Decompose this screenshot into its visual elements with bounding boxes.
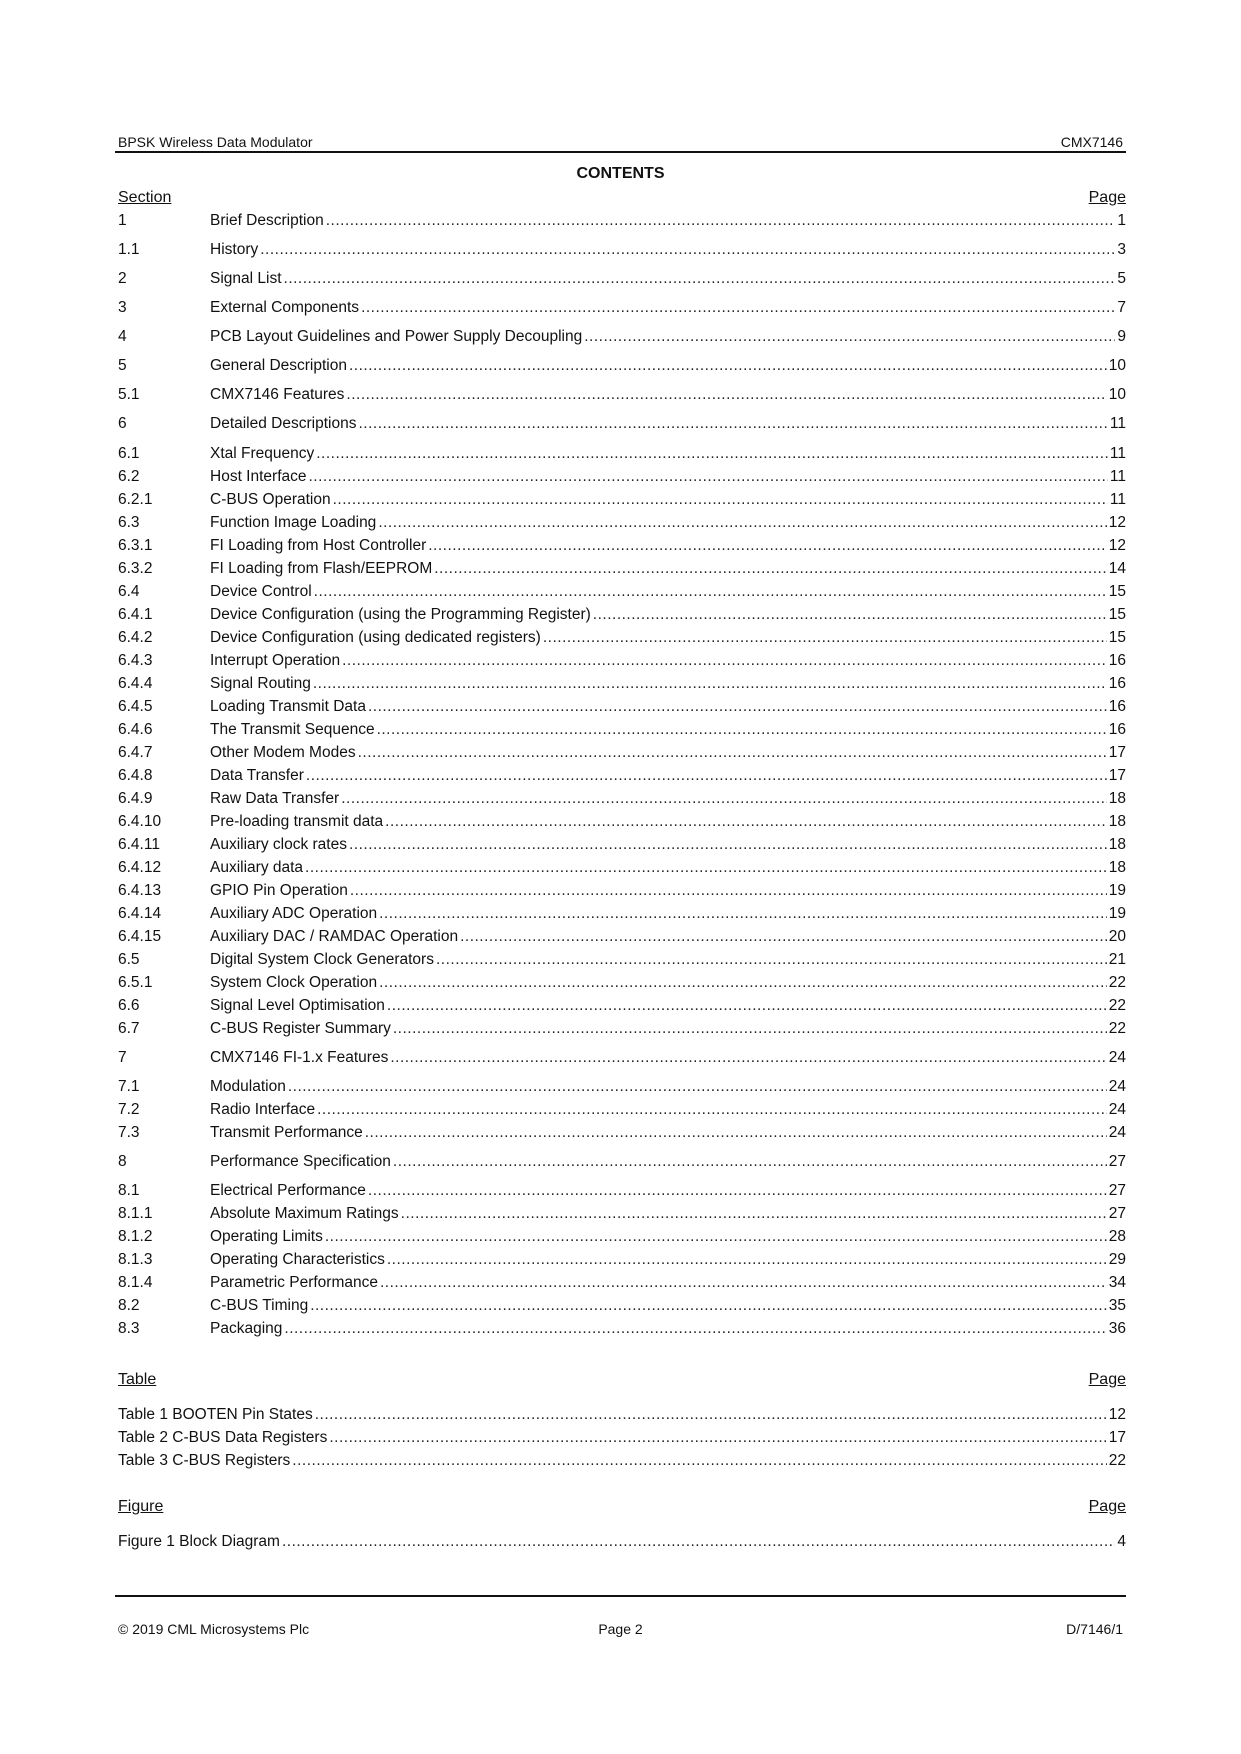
- toc-entry-title: Transmit Performance: [210, 1124, 363, 1141]
- toc-entry-page: 35: [1108, 1297, 1126, 1314]
- toc-entry[interactable]: [118, 386, 1126, 408]
- toc-dot-leader: [260, 241, 1115, 259]
- toc-entry[interactable]: [118, 974, 1126, 996]
- page-footer: [118, 1621, 1123, 1637]
- toc-entry[interactable]: [118, 514, 1126, 536]
- toc-entry[interactable]: [118, 721, 1126, 743]
- toc-entry-number: 6.4.3: [118, 652, 153, 669]
- toc-entry-page: 22: [1108, 1020, 1126, 1037]
- contents-title: CONTENTS: [576, 165, 665, 182]
- toc-entry-page: 16: [1108, 698, 1126, 715]
- toc-dot-leader: [316, 445, 1108, 463]
- toc-dot-leader: [377, 721, 1107, 739]
- toc-entry-page: 15: [1108, 629, 1126, 646]
- figure-page-column-label: Page: [1088, 1498, 1126, 1515]
- toc-entry[interactable]: [118, 357, 1126, 379]
- toc-entry-number: 6.2: [118, 468, 140, 485]
- toc-dot-leader: [305, 859, 1107, 877]
- toc-dot-leader: [349, 836, 1107, 854]
- toc-dot-leader: [434, 560, 1107, 578]
- toc-entry[interactable]: [118, 1124, 1126, 1146]
- toc-entry-number: 6.4: [118, 583, 140, 600]
- toc-entry-page: 10: [1108, 357, 1126, 374]
- toc-entry-page: 15: [1108, 606, 1126, 623]
- toc-entry-number: 6.3.2: [118, 560, 153, 577]
- toc-entry[interactable]: [118, 652, 1126, 674]
- toc-entry-title: Signal Routing: [210, 675, 311, 692]
- toc-entry-title: General Description: [210, 357, 347, 374]
- toc-entry-page: 15: [1108, 583, 1126, 600]
- toc-entry[interactable]: [118, 997, 1126, 1019]
- toc-entry[interactable]: [118, 905, 1126, 927]
- toc-dot-leader: [436, 951, 1107, 969]
- toc-entry-title: Operating Limits: [210, 1228, 323, 1245]
- toc-entry[interactable]: [118, 675, 1126, 697]
- toc-entry-title: External Components: [210, 299, 360, 316]
- toc-entry-title: System Clock Operation: [210, 974, 378, 991]
- toc-dot-leader: [288, 1078, 1107, 1096]
- toc-entry-page: 11: [1109, 491, 1126, 508]
- toc-dot-leader: [393, 1153, 1107, 1171]
- toc-entry[interactable]: [118, 241, 1126, 263]
- header-doc-title: BPSK Wireless Data Modulator: [118, 134, 313, 150]
- toc-entry[interactable]: [118, 1297, 1126, 1319]
- toc-entry-page: 11: [1109, 415, 1126, 432]
- toc-entry-page: 36: [1108, 1320, 1126, 1337]
- toc-entry-page: 17: [1108, 744, 1126, 761]
- toc-entry[interactable]: [118, 928, 1126, 950]
- toc-entry-page: 24: [1108, 1124, 1126, 1141]
- toc-entry[interactable]: [118, 1020, 1126, 1042]
- toc-entry-page: 18: [1108, 790, 1126, 807]
- toc-entry[interactable]: [118, 328, 1126, 350]
- toc-entry-page: 16: [1108, 721, 1126, 738]
- toc-entry-title: Loading Transmit Data: [210, 698, 366, 715]
- toc-entry-title: History: [210, 241, 259, 258]
- toc-entry-number: 6.1: [118, 445, 140, 462]
- toc-entry-number: 6.4.4: [118, 675, 153, 692]
- toc-entry-title: PCB Layout Guidelines and Power Supply Decoupling: [210, 328, 583, 345]
- toc-entry-title: Signal Level Optimisation: [210, 997, 385, 1014]
- footer-rule: [115, 1595, 1126, 1597]
- toc-entry[interactable]: [118, 767, 1126, 789]
- toc-dot-leader: [393, 1020, 1107, 1038]
- toc-dot-leader: [326, 212, 1116, 230]
- toc-entry[interactable]: [118, 836, 1126, 858]
- toc-entry-title: Raw Data Transfer: [210, 790, 340, 807]
- toc-entry-page: 24: [1108, 1101, 1126, 1118]
- toc-entry-title: Auxiliary DAC / RAMDAC Operation: [210, 928, 459, 945]
- toc-dot-leader: [314, 583, 1107, 601]
- toc-dot-leader: [310, 1297, 1107, 1315]
- toc-entry-title: Xtal Frequency: [210, 445, 315, 462]
- toc-dot-leader: [368, 698, 1107, 716]
- toc-entry-page: 17: [1108, 767, 1126, 784]
- toc-entry-number: 5.1: [118, 386, 140, 403]
- toc-entry[interactable]: [118, 1274, 1126, 1296]
- toc-entry[interactable]: [118, 212, 1126, 234]
- section-page-column-label: Page: [1088, 189, 1126, 206]
- toc-entry-page: 27: [1108, 1182, 1126, 1199]
- toc-entry-number: 8.1.1: [118, 1205, 153, 1222]
- toc-entry-title: CMX7146 Features: [210, 386, 345, 403]
- toc-entry[interactable]: [118, 1153, 1126, 1175]
- toc-entry[interactable]: [118, 698, 1126, 720]
- toc-entry-page: 19: [1108, 882, 1126, 899]
- toc-entry-page: 9: [1117, 328, 1126, 345]
- toc-entry-number: 8.3: [118, 1320, 140, 1337]
- toc-dot-leader: [346, 386, 1106, 404]
- toc-entry-number: 8.1.3: [118, 1251, 153, 1268]
- footer-copyright: © 2019 CML Microsystems Plc: [118, 1621, 310, 1637]
- toc-entry-page: 34: [1108, 1274, 1126, 1291]
- toc-entry-title: C-BUS Operation: [210, 491, 331, 508]
- toc-entry-page: 24: [1108, 1078, 1126, 1095]
- toc-entry-page: 24: [1108, 1049, 1126, 1066]
- toc-entry-number: 6.4.11: [118, 836, 160, 853]
- toc-entry-title: Table 2 C-BUS Data Registers: [118, 1429, 328, 1446]
- table-list-heading: [118, 1371, 1126, 1395]
- toc-entry-title: Auxiliary data: [210, 859, 304, 876]
- toc-entry-title: Packaging: [210, 1320, 283, 1337]
- toc-entry-page: 1: [1117, 212, 1126, 229]
- toc-entry-page: 18: [1108, 836, 1126, 853]
- table-column-label: Table: [118, 1371, 157, 1388]
- toc-entry[interactable]: [118, 1182, 1126, 1204]
- toc-entry-title: Digital System Clock Generators: [210, 951, 434, 968]
- toc-dot-leader: [309, 468, 1108, 486]
- toc-dot-leader: [460, 928, 1107, 946]
- toc-dot-leader: [284, 1320, 1106, 1338]
- section-list-heading: [118, 189, 1126, 213]
- toc-entry[interactable]: [118, 629, 1126, 651]
- toc-entry-number: 7.2: [118, 1101, 140, 1118]
- toc-entry-title: Device Configuration (using the Programming Register): [210, 606, 591, 623]
- toc-entry[interactable]: [118, 1251, 1126, 1273]
- toc-dot-leader: [401, 1205, 1107, 1223]
- toc-dot-leader: [379, 974, 1107, 992]
- toc-entry-page: 12: [1108, 514, 1126, 531]
- toc-dot-leader: [365, 1124, 1107, 1142]
- toc-entry-number: 6.4.9: [118, 790, 153, 807]
- toc-entry-number: 6.4.1: [118, 606, 153, 623]
- toc-entry-title: Radio Interface: [210, 1101, 316, 1118]
- toc-dot-leader: [543, 629, 1107, 647]
- toc-dot-leader: [333, 491, 1108, 509]
- section-column-label: Section: [118, 189, 172, 206]
- toc-entry-title: Electrical Performance: [210, 1182, 366, 1199]
- toc-entry-title: Interrupt Operation: [210, 652, 341, 669]
- toc-dot-leader: [315, 1406, 1107, 1424]
- toc-dot-leader: [325, 1228, 1107, 1246]
- toc-entry[interactable]: [118, 468, 1126, 490]
- toc-entry-title: The Transmit Sequence: [210, 721, 375, 738]
- toc-entry-page: 16: [1108, 652, 1126, 669]
- toc-entry-page: 22: [1108, 974, 1126, 991]
- toc-entry-number: 7.3: [118, 1124, 140, 1141]
- toc-entry-title: Table 1 BOOTEN Pin States: [118, 1406, 313, 1423]
- toc-entry-page: 17: [1108, 1429, 1126, 1446]
- toc-dot-leader: [379, 905, 1107, 923]
- toc-entry-number: 4: [118, 328, 127, 345]
- toc-dot-leader: [368, 1182, 1107, 1200]
- figure-column-label: Figure: [118, 1498, 164, 1515]
- toc-entry[interactable]: [118, 491, 1126, 513]
- toc-dot-leader: [387, 997, 1107, 1015]
- toc-entry[interactable]: [118, 1429, 1126, 1451]
- toc-entry[interactable]: [118, 790, 1126, 812]
- toc-entry-number: 6.4.5: [118, 698, 153, 715]
- toc-entry-page: 22: [1108, 1452, 1126, 1469]
- toc-entry-number: 6.4.8: [118, 767, 153, 784]
- toc-entry-page: 19: [1108, 905, 1126, 922]
- toc-entry-number: 6.4.6: [118, 721, 153, 738]
- toc-entry-number: 7: [118, 1049, 127, 1066]
- toc-entry-title: Absolute Maximum Ratings: [210, 1205, 399, 1222]
- toc-entry-title: Performance Specification: [210, 1153, 391, 1170]
- toc-dot-leader: [282, 1533, 1115, 1551]
- toc-dot-leader: [361, 299, 1115, 317]
- toc-entry-title: FI Loading from Host Controller: [210, 537, 427, 554]
- toc-dot-leader: [292, 1452, 1106, 1470]
- toc-entry-page: 12: [1108, 537, 1126, 554]
- toc-entry[interactable]: [118, 1320, 1126, 1342]
- toc-entry-page: 20: [1108, 928, 1126, 945]
- toc-entry-number: 5: [118, 357, 127, 374]
- toc-entry[interactable]: [118, 606, 1126, 628]
- toc-entry[interactable]: [118, 813, 1126, 835]
- toc-entry[interactable]: [118, 1049, 1126, 1071]
- toc-entry[interactable]: [118, 1078, 1126, 1100]
- toc-dot-leader: [317, 1101, 1107, 1119]
- toc-entry-title: Table 3 C-BUS Registers: [118, 1452, 291, 1469]
- footer-doc-number: D/7146/1: [1066, 1621, 1123, 1637]
- toc-entry-number: 7.1: [118, 1078, 140, 1095]
- toc-entry-page: 5: [1117, 270, 1126, 287]
- toc-entry-number: 6.6: [118, 997, 140, 1014]
- toc-entry-page: 18: [1108, 859, 1126, 876]
- toc-entry-number: 2: [118, 270, 127, 287]
- toc-entry-page: 4: [1117, 1533, 1126, 1550]
- toc-entry-title: Figure 1 Block Diagram: [118, 1533, 280, 1550]
- toc-entry-page: 10: [1108, 386, 1126, 403]
- toc-entry-number: 6.5.1: [118, 974, 153, 991]
- toc-entry-page: 11: [1109, 445, 1126, 462]
- header-part-number: CMX7146: [1060, 134, 1123, 150]
- toc-dot-leader: [350, 882, 1107, 900]
- toc-entry-number: 6.3: [118, 514, 140, 531]
- toc-entry[interactable]: [118, 537, 1126, 559]
- toc-entry[interactable]: [118, 1533, 1126, 1555]
- toc-entry-number: 6.2.1: [118, 491, 153, 508]
- toc-dot-leader: [385, 813, 1107, 831]
- toc-entry-number: 8.1.2: [118, 1228, 153, 1245]
- toc-entry-title: FI Loading from Flash/EEPROM: [210, 560, 433, 577]
- toc-dot-leader: [349, 357, 1107, 375]
- toc-entry-title: Parametric Performance: [210, 1274, 378, 1291]
- page-header: [118, 128, 1123, 150]
- toc-dot-leader: [593, 606, 1107, 624]
- toc-entry-page: 3: [1117, 241, 1126, 258]
- toc-entry[interactable]: [118, 859, 1126, 881]
- toc-dot-leader: [284, 270, 1116, 288]
- toc-entry-page: 29: [1108, 1251, 1126, 1268]
- toc-entry-number: 6.4.14: [118, 905, 162, 922]
- figure-list-heading: [118, 1498, 1126, 1522]
- toc-entry-page: 7: [1117, 299, 1126, 316]
- toc-entry-number: 8: [118, 1153, 127, 1170]
- toc-entry-number: 1.1: [118, 241, 140, 258]
- toc-entry[interactable]: [118, 560, 1126, 582]
- toc-dot-leader: [584, 328, 1115, 346]
- toc-entry-number: 6.4.2: [118, 629, 153, 646]
- toc-entry[interactable]: [118, 1452, 1126, 1474]
- toc-entry-page: 27: [1108, 1205, 1126, 1222]
- toc-entry-title: Host Interface: [210, 468, 307, 485]
- toc-entry[interactable]: [118, 299, 1126, 321]
- toc-entry[interactable]: [118, 744, 1126, 766]
- table-page-column-label: Page: [1088, 1371, 1126, 1388]
- toc-dot-leader: [341, 790, 1107, 808]
- toc-entry-number: 6.7: [118, 1020, 140, 1037]
- toc-entry[interactable]: [118, 882, 1126, 904]
- toc-entry-title: Operating Characteristics: [210, 1251, 385, 1268]
- toc-entry-number: 8.1: [118, 1182, 140, 1199]
- toc-dot-leader: [428, 537, 1107, 555]
- toc-entry-number: 6.3.1: [118, 537, 153, 554]
- toc-entry-title: Modulation: [210, 1078, 286, 1095]
- toc-entry[interactable]: [118, 1101, 1126, 1123]
- toc-dot-leader: [387, 1251, 1107, 1269]
- toc-entry-title: Signal List: [210, 270, 282, 287]
- toc-entry-number: 6.4.10: [118, 813, 162, 830]
- toc-entry-number: 6: [118, 415, 127, 432]
- toc-entry-title: Auxiliary clock rates: [210, 836, 347, 853]
- footer-page-number: Page 2: [598, 1621, 643, 1637]
- toc-entry-title: GPIO Pin Operation: [210, 882, 348, 899]
- toc-entry-page: 22: [1108, 997, 1126, 1014]
- toc-entry[interactable]: [118, 1205, 1126, 1227]
- toc-entry-page: 16: [1108, 675, 1126, 692]
- toc-entry[interactable]: [118, 445, 1126, 467]
- header-rule: [115, 151, 1126, 153]
- toc-dot-leader: [378, 514, 1106, 532]
- toc-entry-title: Auxiliary ADC Operation: [210, 905, 378, 922]
- toc-entry-title: Device Configuration (using dedicated registers): [210, 629, 541, 646]
- toc-entry-title: Other Modem Modes: [210, 744, 356, 761]
- toc-entry-title: Device Control: [210, 583, 312, 600]
- toc-entry-number: 8.2: [118, 1297, 140, 1314]
- toc-entry-page: 12: [1108, 1406, 1126, 1423]
- toc-dot-leader: [390, 1049, 1106, 1067]
- toc-dot-leader: [313, 675, 1107, 693]
- toc-entry-number: 1: [118, 212, 127, 229]
- toc-entry-number: 3: [118, 299, 127, 316]
- toc-dot-leader: [358, 415, 1107, 433]
- toc-entry[interactable]: [118, 270, 1126, 292]
- toc-entry-title: C-BUS Register Summary: [210, 1020, 391, 1037]
- toc-entry-number: 6.4.13: [118, 882, 162, 899]
- toc-entry-number: 6.4.15: [118, 928, 162, 945]
- toc-dot-leader: [306, 767, 1107, 785]
- toc-entry-number: 6.5: [118, 951, 140, 968]
- toc-entry-title: Detailed Descriptions: [210, 415, 357, 432]
- toc-entry-number: 6.4.12: [118, 859, 162, 876]
- toc-entry-number: 8.1.4: [118, 1274, 153, 1291]
- toc-dot-leader: [380, 1274, 1107, 1292]
- toc-entry[interactable]: [118, 583, 1126, 605]
- toc-entry[interactable]: [118, 1406, 1126, 1428]
- toc-entry-title: C-BUS Timing: [210, 1297, 309, 1314]
- toc-entry-page: 14: [1108, 560, 1126, 577]
- toc-entry-page: 27: [1108, 1153, 1126, 1170]
- toc-entry-title: Pre-loading transmit data: [210, 813, 384, 830]
- toc-entry-title: Function Image Loading: [210, 514, 377, 531]
- toc-entry[interactable]: [118, 951, 1126, 973]
- toc-entry-page: 11: [1109, 468, 1126, 485]
- toc-entry-title: Data Transfer: [210, 767, 304, 784]
- toc-entry-number: 6.4.7: [118, 744, 153, 761]
- toc-entry[interactable]: [118, 415, 1126, 437]
- toc-dot-leader: [329, 1429, 1106, 1447]
- toc-dot-leader: [358, 744, 1107, 762]
- toc-entry[interactable]: [118, 1228, 1126, 1250]
- toc-dot-leader: [342, 652, 1107, 670]
- toc-entry-page: 18: [1108, 813, 1126, 830]
- toc-entry-page: 28: [1108, 1228, 1126, 1245]
- toc-entry-title: CMX7146 FI-1.x Features: [210, 1049, 389, 1066]
- toc-entry-page: 21: [1108, 951, 1126, 968]
- toc-entry-title: Brief Description: [210, 212, 324, 229]
